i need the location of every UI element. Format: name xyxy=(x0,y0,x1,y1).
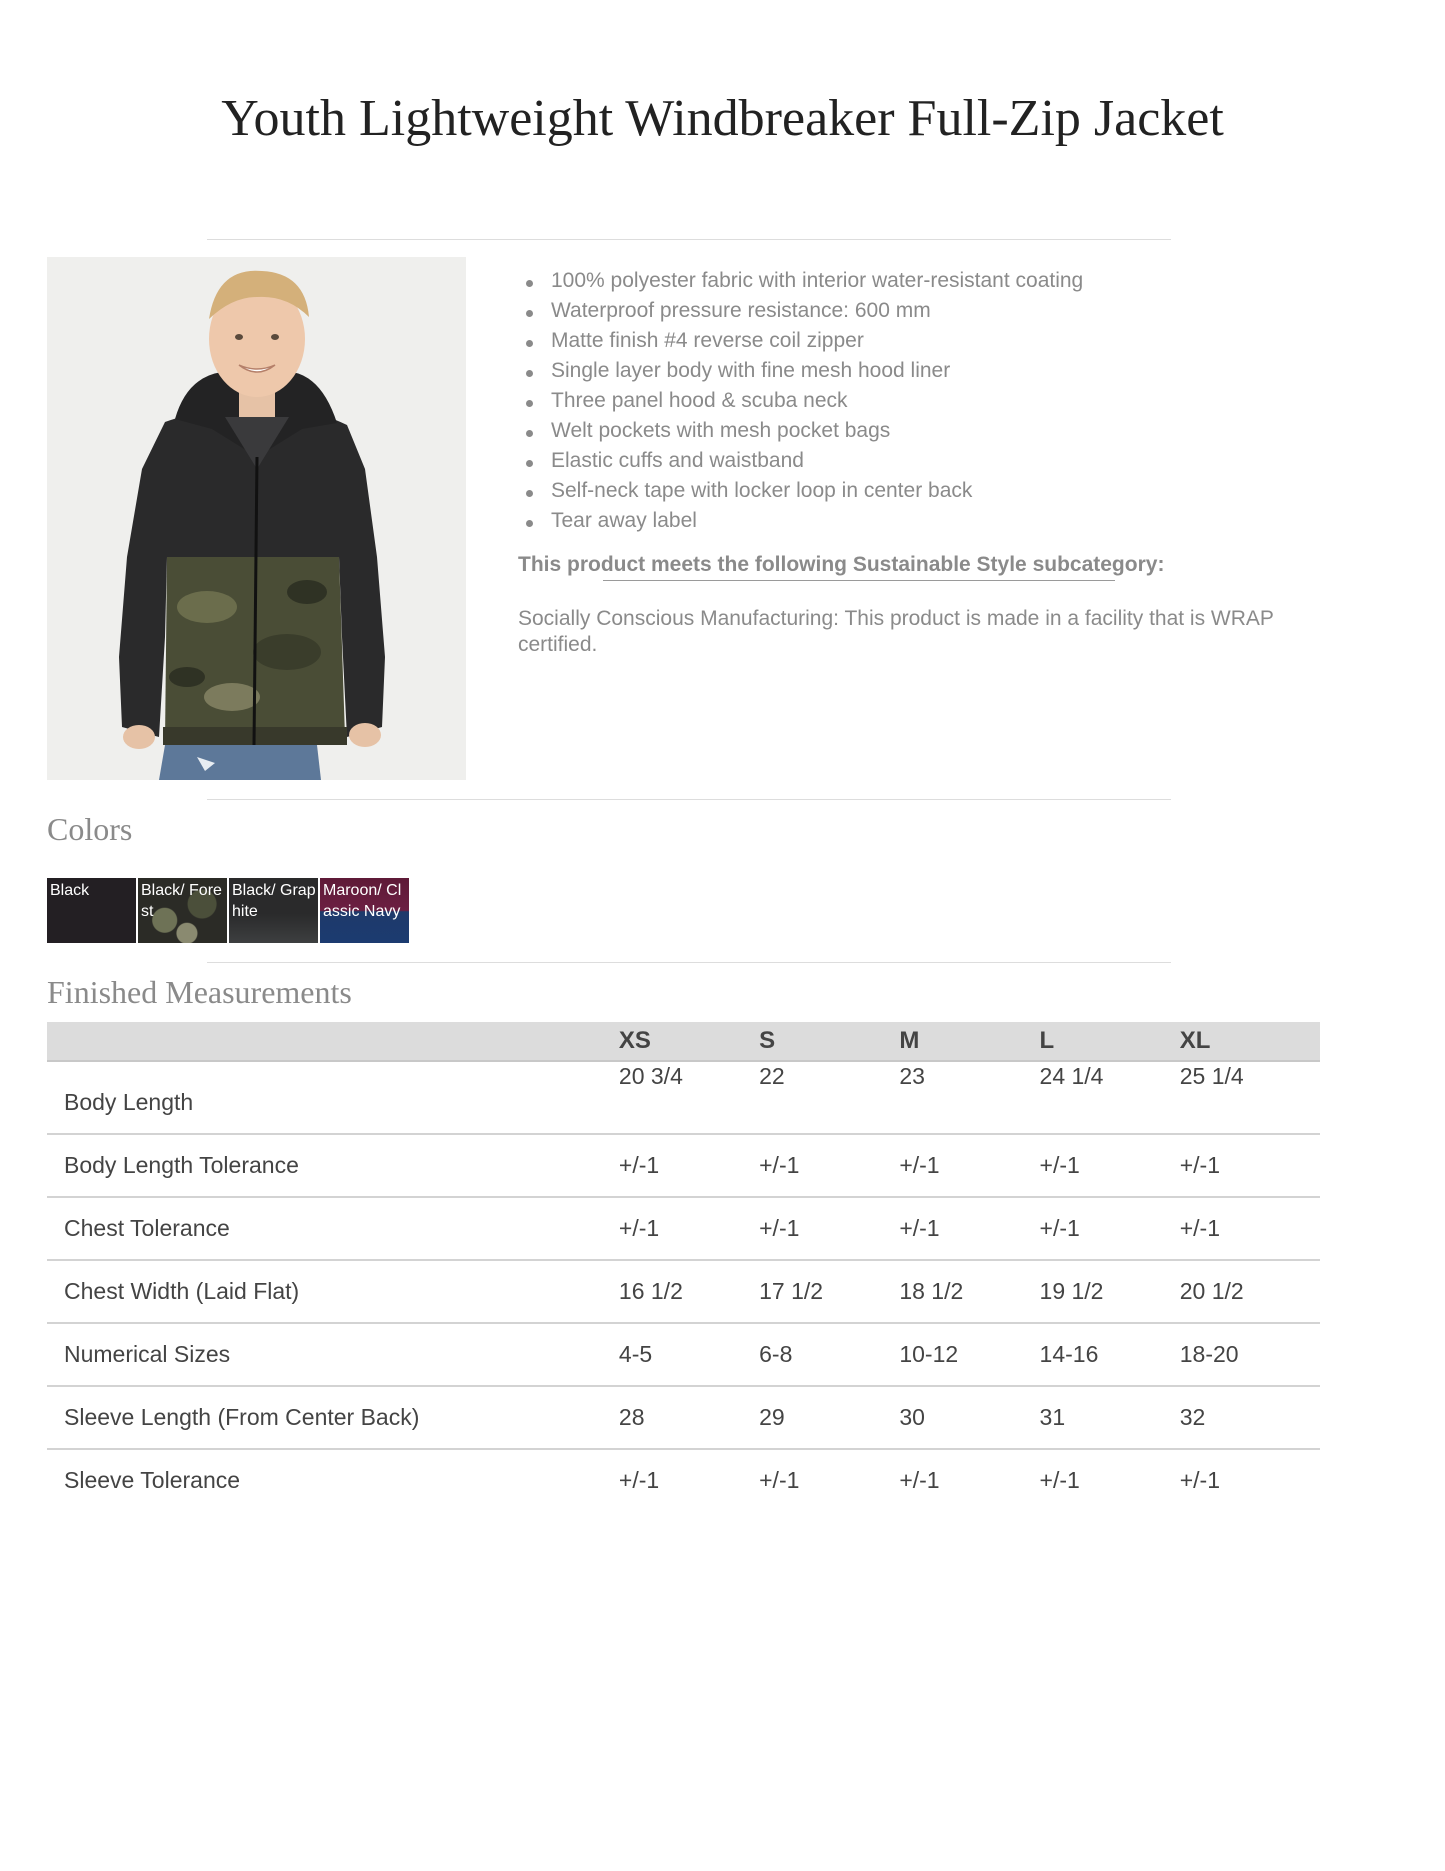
measurements-heading: Finished Measurements xyxy=(47,974,352,1010)
measurement-value: +/-1 xyxy=(618,1467,660,1493)
measurement-value: 17 1/2 xyxy=(759,1260,899,1323)
color-swatches xyxy=(47,878,411,943)
product-photo-illustration xyxy=(47,257,466,780)
feature-text: Elastic cuffs and waistband xyxy=(551,449,804,472)
feature-item xyxy=(520,356,1280,386)
measurement-value: +/-1 xyxy=(619,1197,759,1260)
divider-top xyxy=(207,239,1171,240)
measurement-value: 4-5 xyxy=(619,1323,759,1386)
measurement-value: 31 xyxy=(1040,1386,1180,1449)
swatch-label: Black/ Graphite xyxy=(232,882,316,920)
bullet-icon xyxy=(526,430,533,437)
measurement-value: 30 xyxy=(899,1386,1039,1449)
measurement-value: 24 1/4 xyxy=(1040,1061,1180,1134)
size-header: XL xyxy=(1180,1022,1320,1061)
feature-item xyxy=(520,476,1280,506)
bullet-icon xyxy=(526,460,533,467)
size-header: XS xyxy=(619,1022,759,1061)
feature-item xyxy=(520,506,1280,536)
product-photo xyxy=(47,257,466,780)
feature-item xyxy=(520,296,1280,326)
measurement-value: +/-1 xyxy=(759,1134,899,1197)
measurement-value: +/-1 xyxy=(619,1134,759,1197)
sustainability-heading: This product meets the following Sustainable Style subcategory: xyxy=(518,553,1165,576)
feature-item xyxy=(520,416,1280,446)
bullet-icon xyxy=(526,370,533,377)
divider-lower xyxy=(207,962,1171,963)
measurement-value: 19 1/2 xyxy=(1040,1260,1180,1323)
feature-text: Single layer body with fine mesh hood liner xyxy=(551,359,951,382)
size-header: S xyxy=(759,1022,899,1061)
feature-text: Self-neck tape with locker loop in center back xyxy=(551,479,973,502)
measurement-value: 32 xyxy=(1180,1386,1320,1449)
feature-item xyxy=(520,266,1280,296)
table-row xyxy=(47,1386,1320,1449)
swatch-label: Maroon/ Classic Navy xyxy=(323,882,402,920)
feature-text: Three panel hood & scuba neck xyxy=(551,389,848,412)
table-header-row xyxy=(47,1022,1320,1061)
measurement-value: +/-1 xyxy=(1180,1134,1320,1197)
header-blank-cell xyxy=(47,1022,619,1061)
divider-middle xyxy=(207,799,1171,800)
measurement-value: +/-1 xyxy=(1039,1467,1080,1493)
sustainability-text: Socially Conscious Manufacturing: This product is made in a facility that is WRAP certified. xyxy=(518,607,1274,656)
bullet-icon xyxy=(526,340,533,347)
measurement-value: 10-12 xyxy=(899,1323,1039,1386)
feature-item xyxy=(520,386,1280,416)
measurement-value: +/-1 xyxy=(759,1197,899,1260)
color-swatch-maroon-classic-navy[interactable] xyxy=(320,878,409,943)
measurement-label: Numerical Sizes xyxy=(47,1323,619,1386)
color-swatch-black-graphite[interactable] xyxy=(229,878,318,943)
size-header: M xyxy=(899,1022,1039,1061)
sustainability-underline xyxy=(603,580,1115,581)
color-swatch-black[interactable] xyxy=(47,878,136,943)
measurement-label: Body Length xyxy=(47,1061,619,1134)
size-header: L xyxy=(1040,1022,1180,1061)
feature-text: Matte finish #4 reverse coil zipper xyxy=(551,329,864,352)
measurement-value: +/-1 xyxy=(1040,1197,1180,1260)
bullet-icon xyxy=(526,520,533,527)
swatch-label: Black/ Forest xyxy=(141,882,222,920)
swatch-label: Black xyxy=(50,882,90,899)
feature-item xyxy=(520,446,1280,476)
measurement-label: Chest Width (Laid Flat) xyxy=(47,1260,619,1323)
measurement-value: 22 xyxy=(759,1061,899,1134)
measurement-value: 18-20 xyxy=(1180,1323,1320,1386)
table-row xyxy=(47,1449,1320,1511)
bullet-icon xyxy=(526,400,533,407)
measurement-value: 25 1/4 xyxy=(1180,1061,1320,1134)
measurement-value: 14-16 xyxy=(1040,1323,1180,1386)
table-row xyxy=(47,1134,1320,1197)
table-row xyxy=(47,1197,1320,1260)
measurement-value: 20 3/4 xyxy=(619,1061,759,1134)
measurement-value: +/-1 xyxy=(899,1197,1039,1260)
bullet-icon xyxy=(526,490,533,497)
measurement-value: 16 1/2 xyxy=(619,1260,759,1323)
table-row xyxy=(47,1260,1320,1323)
measurements-table xyxy=(47,1022,1320,1511)
bullet-icon xyxy=(526,310,533,317)
table-row xyxy=(47,1061,1320,1134)
measurement-value: +/-1 xyxy=(1180,1197,1320,1260)
feature-item xyxy=(520,326,1280,356)
page-title: Youth Lightweight Windbreaker Full-Zip Jacket xyxy=(221,90,1224,147)
measurement-label: Sleeve Length (From Center Back) xyxy=(47,1386,619,1449)
feature-text: Welt pockets with mesh pocket bags xyxy=(551,419,891,442)
table-row xyxy=(47,1323,1320,1386)
colors-heading: Colors xyxy=(47,811,133,847)
measurement-value: 20 1/2 xyxy=(1180,1260,1320,1323)
measurement-value: +/-1 xyxy=(899,1134,1039,1197)
feature-text: Tear away label xyxy=(551,509,697,532)
feature-list xyxy=(520,266,1280,536)
measurement-value: 23 xyxy=(899,1061,1039,1134)
color-swatch-black-forest[interactable] xyxy=(138,878,227,943)
feature-text: 100% polyester fabric with interior water-resistant coating xyxy=(551,269,1084,292)
measurement-label: Chest Tolerance xyxy=(47,1197,619,1260)
measurement-value: +/-1 xyxy=(759,1467,800,1493)
measurement-value: +/-1 xyxy=(1179,1467,1221,1493)
bullet-icon xyxy=(526,280,533,287)
measurement-label: Body Length Tolerance xyxy=(47,1134,619,1197)
measurement-value: +/-1 xyxy=(1040,1134,1180,1197)
measurement-value: +/-1 xyxy=(899,1467,940,1493)
measurement-value: 18 1/2 xyxy=(899,1260,1039,1323)
measurement-label: Sleeve Tolerance xyxy=(64,1467,241,1493)
measurement-value: 6-8 xyxy=(759,1323,899,1386)
measurement-value: 28 xyxy=(619,1386,759,1449)
feature-text: Waterproof pressure resistance: 600 mm xyxy=(551,299,931,322)
measurement-value: 29 xyxy=(759,1386,899,1449)
